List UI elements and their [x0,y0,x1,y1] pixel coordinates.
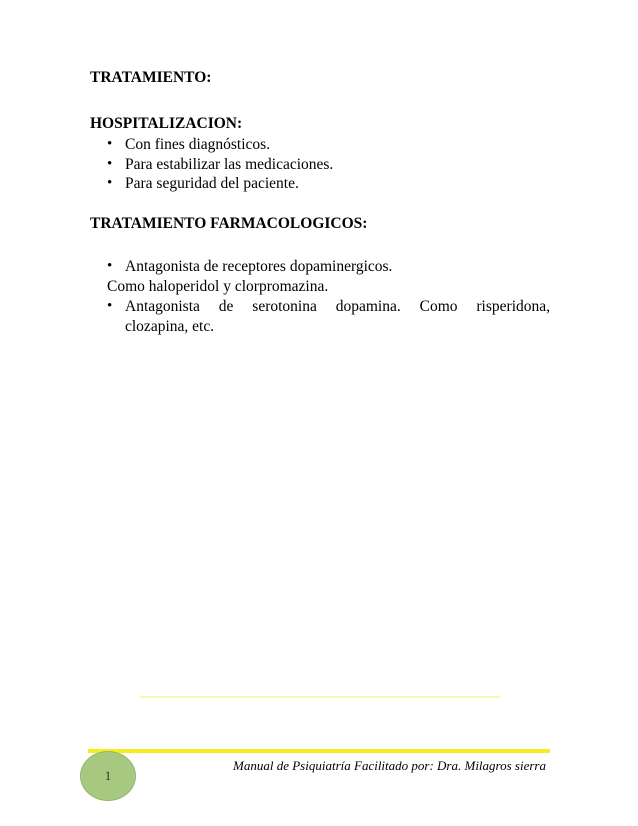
bullet-icon: • [107,136,113,152]
pharmacological-list-1 [90,257,550,277]
list-item: • Con fines diagnósticos. [107,136,271,153]
bullet-icon: • [107,155,113,172]
faint-divider [140,696,500,698]
page-title: TRATAMIENTO: [90,69,212,86]
list-item: • Para estabilizar las medicaciones. [107,155,334,173]
list-item: • Para seguridad del paciente. [107,175,299,192]
bullet-icon: • [107,258,113,274]
hospitalization-list [90,135,550,194]
footer-caption: Manual de Psiquiatría Facilitado por: Dra. Milagros sierra [233,758,546,773]
list-item [90,297,550,336]
bullet-icon: • [107,298,113,314]
footer-divider [88,749,550,753]
page-number-badge [80,751,136,801]
pharmacological-list-2 [90,297,550,336]
list-item-line: Antagonista de serotonina dopamina. Como risperidona, [125,298,550,315]
pharmacological-heading: TRATAMIENTO FARMACOLOGICOS: [90,215,368,232]
page-number: 1 [104,768,112,783]
list-item: • Antagonista de receptores dopaminergicos. [107,258,393,275]
bullet-icon: • [107,175,113,191]
list-item-line: clozapina, etc. [125,317,215,335]
continuation-line: Como haloperidol y clorpromazina. [107,278,329,295]
hospitalization-heading: HOSPITALIZACION: [90,115,243,132]
